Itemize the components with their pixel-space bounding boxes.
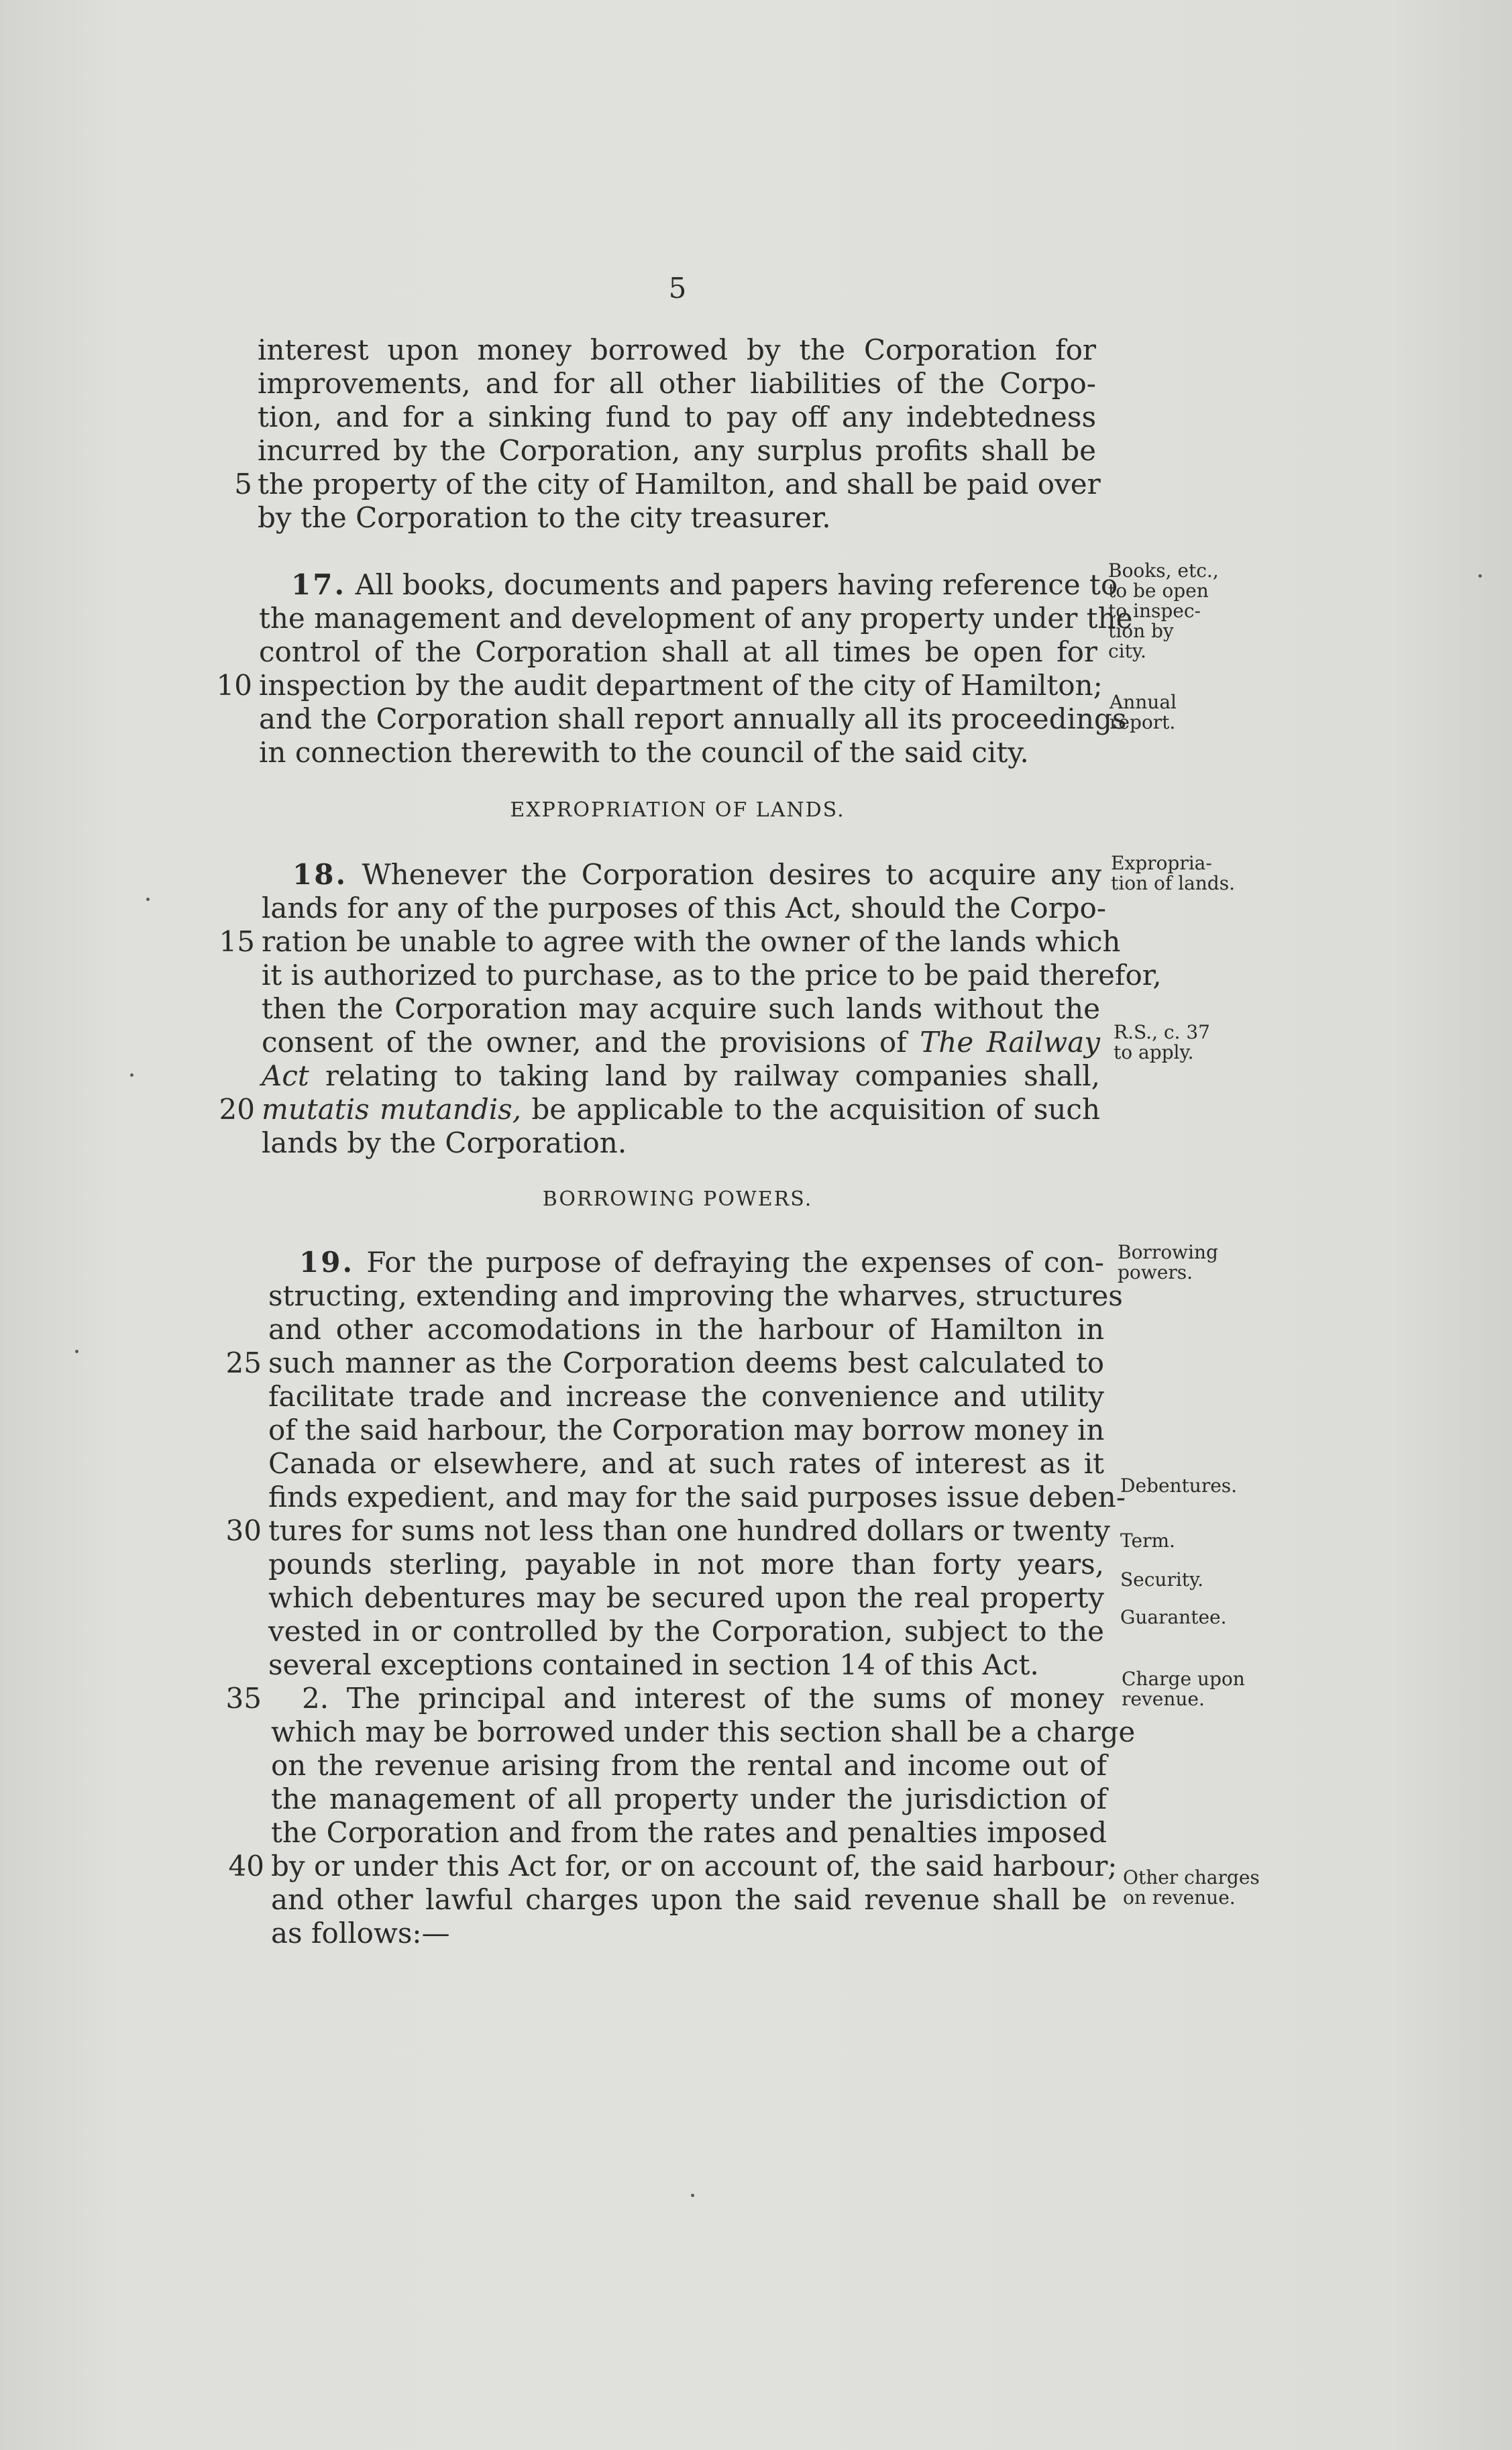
text-line: and other accomodations in the harbour of Hamilton in [268, 1313, 1104, 1346]
margin-note-books: Books, etc., to be open to inspec- tion by city. [1108, 560, 1219, 662]
section-number: 17. [291, 568, 347, 601]
text-line: of the said harbour, the Corporation may borrow money in [268, 1414, 1105, 1446]
margin-note-annual: Annual report. [1110, 691, 1177, 733]
line-number: 40 [228, 1850, 264, 1882]
heading-borrowing: BORROWING POWERS. [542, 1187, 813, 1211]
text-line: tion, and for a sinking fund to pay off any indebtedness [258, 401, 1096, 433]
margin-note-rs: R.S., c. 37 to apply. [1114, 1021, 1210, 1063]
section-number: 18. [292, 858, 348, 891]
scan-speck [130, 1073, 133, 1077]
text-line: on the revenue arising from the rental and income out of [271, 1749, 1107, 1782]
margin-note-guarantee: Guarantee. [1120, 1606, 1227, 1628]
text-line: lands by the Corporation. [262, 1126, 627, 1159]
heading-expropriation: EXPROPRIATION OF LANDS. [510, 798, 845, 822]
text-line: and other lawful charges upon the said revenue shall be [271, 1883, 1107, 1916]
text-line: which debentures may be secured upon the real property [268, 1581, 1104, 1614]
text-line: which may be borrowed under this section shall be a charge [271, 1715, 1136, 1748]
text-line: by or under this Act for, or on account of, the said harbour; [271, 1850, 1118, 1882]
text-line: 19. For the purpose of defraying the expenses of con- [299, 1246, 1104, 1279]
text-line: by the Corporation to the city treasurer. [258, 501, 831, 534]
text-line: vested in or controlled by the Corporation, subject to the [268, 1615, 1104, 1648]
text-line: several exceptions contained in section 14 of this Act. [268, 1648, 1039, 1681]
text-line: the management of all property under the jurisdiction of [271, 1782, 1107, 1815]
text-line: 17. All books, documents and papers having reference to [291, 568, 1118, 601]
margin-note-expropriation: Expropria- tion of lands. [1111, 852, 1235, 894]
text-line: mutatis mutandis, be applicable to the acquisition of such [262, 1093, 1101, 1126]
page-number: 5 [668, 272, 687, 305]
line-number: 20 [219, 1093, 255, 1126]
text-line: incurred by the Corporation, any surplus profits shall be [258, 434, 1096, 467]
text-line: the property of the city of Hamilton, and shall be paid over [258, 468, 1101, 500]
text-line: control of the Corporation shall at all times be open for [259, 635, 1097, 668]
margin-note-borrowing: Borrowing powers. [1118, 1241, 1218, 1283]
text-line: then the Corporation may acquire such lands without the [262, 992, 1100, 1025]
text-line: tures for sums not less than one hundred dollars or twenty [268, 1514, 1110, 1547]
scan-speck [75, 1350, 78, 1353]
line-number: 15 [219, 925, 255, 958]
text-line: pounds sterling, payable in not more than forty years, [268, 1548, 1104, 1581]
text-line: lands for any of the purposes of this Act, should the Corpo- [262, 892, 1107, 924]
scan-speck [146, 898, 150, 901]
text-line: Act relating to taking land by railway companies shall, [262, 1059, 1100, 1092]
margin-note-term: Term. [1120, 1530, 1175, 1552]
text-line: it is authorized to purchase, as to the price to be paid therefor, [262, 959, 1162, 992]
text-line: improvements, and for all other liabilities of the Corpo- [258, 367, 1096, 400]
text-line: the Corporation and from the rates and penalties imposed [271, 1816, 1107, 1849]
text-line: facilitate trade and increase the convenience and utility [268, 1380, 1104, 1413]
text-line: 18. Whenever the Corporation desires to acquire any [292, 858, 1101, 891]
margin-note-debentures: Debentures. [1120, 1475, 1238, 1497]
text-line: interest upon money borrowed by the Corporation for [258, 333, 1096, 366]
text-line: and the Corporation shall report annually all its proceedings [259, 702, 1127, 735]
scan-speck [1478, 574, 1482, 578]
text-line: such manner as the Corporation deems best calculated to [268, 1346, 1104, 1379]
text-line: consent of the owner, and the provisions of The Railway [262, 1026, 1101, 1059]
text-line: in connection therewith to the council of the said city. [259, 736, 1029, 769]
text-line: as follows:— [271, 1917, 450, 1950]
text-line: finds expedient, and may for the said purposes issue deben- [268, 1481, 1126, 1513]
margin-note-charge: Charge upon revenue. [1122, 1668, 1245, 1710]
text-line: Canada or elsewhere, and at such rates of interest as it [268, 1447, 1104, 1480]
text-line: inspection by the audit department of the city of Hamilton; [259, 669, 1103, 702]
line-number: 25 [225, 1346, 262, 1379]
margin-note-security: Security. [1120, 1568, 1204, 1591]
section-number: 19. [299, 1246, 355, 1279]
line-number: 5 [234, 468, 252, 500]
line-number: 10 [216, 669, 252, 702]
text-line: ration be unable to agree with the owner of the lands which [262, 925, 1121, 958]
text-line: 2. The principal and interest of the sums of money [302, 1682, 1104, 1715]
margin-note-other: Other charges on revenue. [1123, 1866, 1260, 1909]
text-line: the management and development of any property under the [259, 602, 1133, 635]
line-number: 35 [225, 1682, 262, 1715]
scan-speck [691, 2194, 694, 2197]
text-line: structing, extending and improving the wharves, structures [268, 1279, 1123, 1312]
line-number: 30 [225, 1514, 262, 1547]
